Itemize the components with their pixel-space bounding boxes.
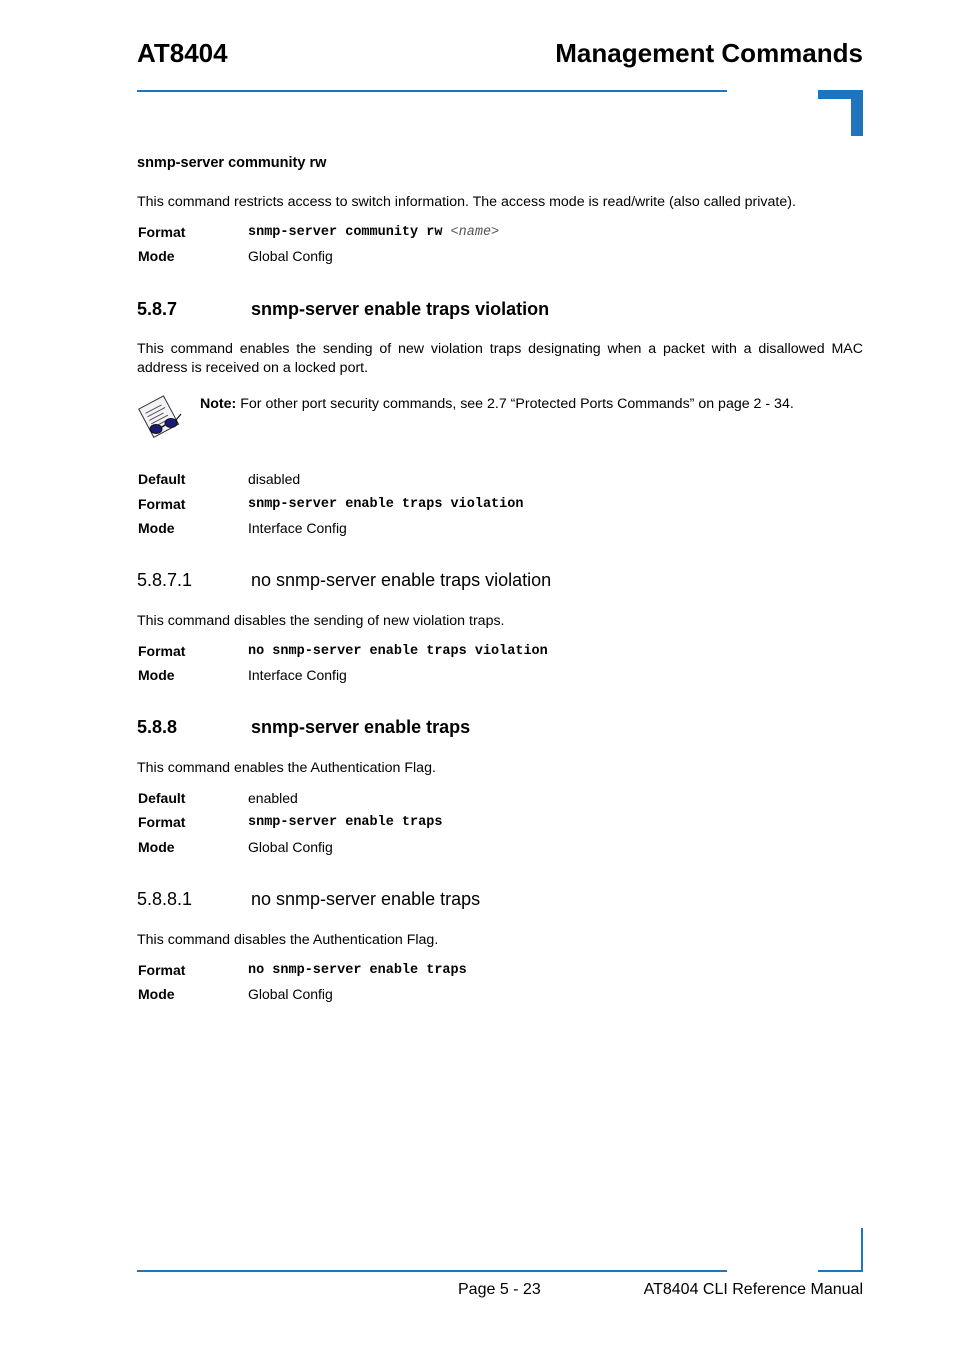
- subsection-title: no snmp-server enable traps: [251, 889, 481, 909]
- command-argument: <name>: [450, 225, 500, 240]
- mode-label: Mode: [138, 839, 175, 855]
- page-number: Page 5 - 23: [458, 1281, 541, 1298]
- default-value: disabled: [248, 471, 301, 487]
- format-command: no snmp-server enable traps violation: [248, 644, 548, 659]
- note-text: For other port security commands, see 2.7 “Protected Ports Commands” on page 2 - 34.: [240, 396, 794, 412]
- note: [200, 395, 863, 414]
- mode-value: Global Config: [248, 839, 333, 855]
- corner-mark-bottom-base: [818, 1270, 863, 1272]
- mode-label: Mode: [138, 667, 175, 683]
- paragraph: This command enables the sending of new violation traps designating when a packet with a disallowed MAC address is received on a locked port.: [137, 341, 863, 376]
- paragraph: This command enables the Authentication Flag.: [137, 760, 436, 776]
- header-rule: [137, 90, 727, 92]
- mode-value: Interface Config: [248, 520, 347, 536]
- default-label: Default: [138, 790, 186, 806]
- subsection-number: 5.8.7.1: [137, 570, 193, 590]
- note-reading-glasses-icon: [137, 394, 183, 440]
- mode-label: Mode: [138, 986, 175, 1002]
- format-label: Format: [138, 962, 186, 978]
- paragraph: This command disables the sending of new violation traps.: [137, 613, 505, 629]
- doc-title: AT8404: [137, 38, 228, 68]
- paragraph: This command disables the Authentication Flag.: [137, 932, 439, 948]
- command-text: snmp-server community rw: [248, 225, 443, 240]
- subheading-community-rw: snmp-server community rw: [137, 155, 327, 171]
- default-label: Default: [138, 471, 186, 487]
- subsection-number: 5.8.8.1: [137, 889, 193, 909]
- mode-value: Interface Config: [248, 667, 347, 683]
- format-command: no snmp-server enable traps: [248, 963, 467, 978]
- mode-value: Global Config: [248, 986, 333, 1002]
- footer-rule: [137, 1270, 727, 1272]
- default-value: enabled: [248, 790, 298, 806]
- note-label: Note:: [200, 396, 237, 412]
- format-label: Format: [138, 224, 186, 240]
- format-command: snmp-server enable traps: [248, 815, 443, 830]
- format-label: Format: [138, 643, 186, 659]
- section-number: 5.8.8: [137, 717, 178, 737]
- corner-mark-top: [818, 90, 863, 136]
- manual-title: AT8404 CLI Reference Manual: [643, 1281, 863, 1298]
- format-label: Format: [138, 814, 186, 830]
- mode-label: Mode: [138, 248, 175, 264]
- format-command: [248, 225, 499, 240]
- corner-mark-bottom: [861, 1228, 863, 1272]
- subsection-title: no snmp-server enable traps violation: [251, 570, 552, 590]
- section-title: snmp-server enable traps violation: [251, 299, 550, 319]
- section-title: snmp-server enable traps: [251, 717, 471, 737]
- mode-label: Mode: [138, 520, 175, 536]
- section-number: 5.8.7: [137, 299, 178, 319]
- format-command: snmp-server enable traps violation: [248, 497, 524, 512]
- chapter-title: Management Commands: [555, 38, 863, 68]
- paragraph: This command restricts access to switch information. The access mode is read/write (also called private).: [137, 194, 796, 210]
- mode-value: Global Config: [248, 248, 333, 264]
- format-label: Format: [138, 496, 186, 512]
